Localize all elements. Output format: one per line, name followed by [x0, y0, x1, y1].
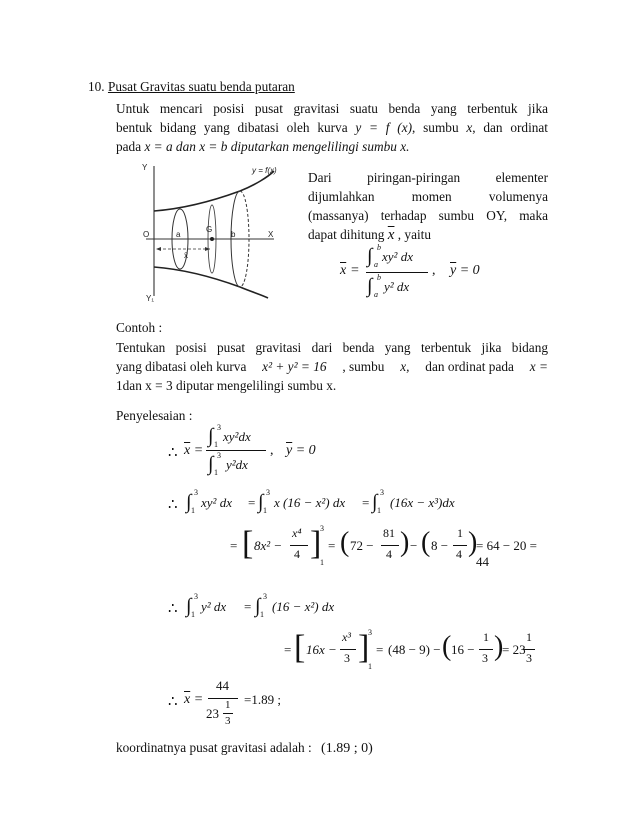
- curve-label: y = f(x): [252, 166, 277, 175]
- xbar-label: x̄: [184, 251, 188, 260]
- integral-lower-limit: 1: [214, 468, 218, 477]
- intro-curve-equation: y = f (x): [355, 120, 413, 135]
- g-label: G: [206, 225, 213, 234]
- fraction-bar: [523, 649, 535, 650]
- integrand: (16x − x³)dx: [390, 495, 455, 510]
- equals: =: [376, 642, 384, 657]
- formula-ybar-eq: $\overline{y} = 0$: [286, 443, 316, 458]
- side-line-2: [308, 187, 548, 206]
- fraction-bar: [340, 649, 356, 650]
- integral-upper-limit: 3: [380, 488, 384, 497]
- fraction-numerator: 1: [457, 526, 463, 540]
- eval-lower-limit: 1: [320, 558, 324, 567]
- side-word: volumenya: [488, 189, 548, 204]
- centroid-formula-general: [340, 243, 550, 304]
- formula-numerator: xy² dx: [382, 249, 413, 264]
- integral-sign: ∫: [367, 245, 373, 267]
- a-label: a: [176, 230, 181, 239]
- intro-line-1: Untuk mencari posisi pusat gravitasi suatu benda yang terbentuk jika: [116, 101, 548, 116]
- x-axis-label: X: [268, 230, 274, 239]
- example-var: x =: [529, 359, 548, 374]
- fraction-numerator: 1: [483, 630, 489, 644]
- side-word: dapat dihitung: [308, 227, 385, 242]
- integral-upper-limit: 3: [266, 488, 270, 497]
- example-text: yang dibatasi oleh kurva: [116, 359, 247, 374]
- origin-label: O: [143, 230, 150, 239]
- equals: =: [248, 495, 256, 510]
- solution-heading: Penyelesaian :: [116, 408, 193, 423]
- equals: =: [328, 538, 336, 553]
- integral-lower-limit: 1: [263, 506, 267, 515]
- fraction-denominator: 4: [456, 547, 462, 561]
- eval-term: 16 −: [451, 642, 475, 657]
- formula-denominator: y² dx: [384, 279, 410, 294]
- y-axis-label: Y: [142, 163, 148, 172]
- equals: =: [362, 495, 370, 510]
- bracket-right: ]: [358, 629, 370, 666]
- fraction-bar: [381, 545, 399, 546]
- integral-upper-limit: 3: [194, 592, 198, 601]
- fraction-numerator: x³: [342, 630, 351, 644]
- fraction-bar: [366, 272, 428, 273]
- integral-lower-limit: 1: [214, 440, 218, 449]
- integral-lower-limit: a: [374, 290, 378, 299]
- example-text: , sumbu: [342, 359, 385, 374]
- integral-upper-limit: 3: [194, 488, 198, 497]
- fraction-denominator: 3: [482, 651, 488, 665]
- intro-text: bentuk bidang yang dibatasi oleh kurva: [116, 120, 348, 135]
- final-value: =1.89 ;: [244, 692, 281, 707]
- solid-of-revolution-figure: [140, 160, 300, 302]
- eval-term: (48 − 9) −: [388, 642, 441, 657]
- integral-sign: ∫: [208, 453, 214, 475]
- paren-left: (: [442, 631, 452, 662]
- intro-line-3: [116, 137, 548, 156]
- integrand: (16 − x²) dx: [272, 599, 335, 614]
- example-line-2: [116, 357, 548, 376]
- section-number: 10.: [88, 79, 105, 94]
- equals: =: [284, 642, 292, 657]
- intro-text: , dan ordinat: [472, 120, 549, 135]
- integral-lower-limit: 1: [191, 610, 195, 619]
- integral-sign: ∫: [372, 491, 378, 513]
- paren-left: (: [421, 527, 431, 558]
- denominator-integral-line: [168, 592, 548, 622]
- side-line-1: [308, 168, 548, 187]
- therefore-symbol: ∴: [168, 445, 178, 461]
- fraction-bar: [223, 713, 233, 714]
- final-denominator-whole: 23: [206, 706, 219, 721]
- equals: =: [244, 599, 252, 614]
- example-line-1: Tentukan posisi pusat gravitasi dari benda yang terbentuk jika bidang: [116, 340, 548, 355]
- integral-sign: ∫: [208, 425, 214, 447]
- integral-upper-limit: 3: [217, 451, 221, 460]
- example-var: x,: [400, 359, 410, 374]
- formula-xbar: $\overline{x}$: [340, 263, 347, 278]
- integrand: xy² dx: [201, 495, 232, 510]
- integral-lower-limit: 1: [260, 610, 264, 619]
- paren-right: ): [400, 527, 410, 558]
- final-centroid-line: [168, 678, 368, 734]
- therefore-symbol: ∴: [168, 601, 178, 617]
- intro-text: pada: [116, 139, 142, 154]
- conclusion-text: koordinatnya pusat gravitasi adalah :: [116, 740, 312, 755]
- paren-left: (: [340, 527, 350, 558]
- centroid-coordinates: (1.89 ; 0): [321, 741, 373, 756]
- integral-upper-limit: 3: [263, 592, 267, 601]
- eval-lower-limit: 1: [368, 662, 372, 671]
- fraction-denominator: 3: [344, 651, 350, 665]
- formula-numerator: xy²dx: [223, 429, 251, 444]
- side-line-4: [308, 225, 431, 245]
- fraction-denominator: 4: [294, 547, 300, 561]
- final-numerator: 44: [216, 678, 229, 693]
- integral-lower-limit: 1: [377, 506, 381, 515]
- side-line-3: (massanya) terhadap sumbu OY, maka: [308, 208, 548, 223]
- fraction-numerator: 1: [526, 630, 532, 644]
- formula-denominator: y²dx: [226, 457, 248, 472]
- fraction-bar: [479, 649, 493, 650]
- eval-upper-limit: 3: [368, 628, 372, 637]
- integral-upper-limit: b: [377, 273, 381, 282]
- fraction-bar: [453, 545, 467, 546]
- eval-upper-limit: 3: [320, 524, 324, 533]
- centroid-point: [210, 237, 214, 241]
- fraction-bar: [208, 698, 238, 699]
- integral-lower-limit: a: [374, 260, 378, 269]
- intro-line-2: [116, 118, 548, 137]
- formula-comma: ,: [270, 443, 274, 458]
- integral-upper-limit: b: [377, 243, 381, 252]
- side-word: piringan-piringan: [367, 170, 461, 185]
- integral-lower-limit: 1: [191, 506, 195, 515]
- minus: −: [410, 538, 418, 553]
- side-word: dijumlahkan: [308, 189, 375, 204]
- solution-centroid-formula: [168, 423, 388, 482]
- b-label: b: [231, 230, 236, 239]
- therefore-symbol: ∴: [168, 497, 178, 513]
- fraction-numerator: x⁴: [292, 526, 302, 540]
- section-heading: [88, 77, 295, 96]
- fraction-numerator: 1: [225, 699, 231, 711]
- intro-text: , sumbu: [412, 120, 459, 135]
- conclusion-line: [116, 738, 373, 758]
- fraction-denominator: 4: [386, 547, 392, 561]
- example-line-3: 1dan x = 3 diputar mengelilingi sumbu x.: [116, 378, 337, 393]
- bracket-term: 8x² −: [254, 538, 283, 553]
- side-word: Dari: [308, 170, 332, 185]
- fraction-denominator: 3: [526, 651, 532, 665]
- eval-term: 8 −: [431, 538, 449, 553]
- equals: =: [230, 538, 238, 553]
- formula-ybar-eq: $\overline{y} = 0$: [450, 263, 480, 278]
- therefore-symbol: ∴: [168, 694, 178, 710]
- formula-xbar: $\overline{x}$ =: [184, 443, 204, 458]
- section-title: Pusat Gravitas suatu benda putaran: [107, 79, 295, 94]
- integral-sign: ∫: [186, 491, 192, 513]
- integral-sign: ∫: [258, 491, 264, 513]
- paren-right: ): [494, 631, 504, 662]
- paren-right: ): [468, 527, 478, 558]
- bracket-right: ]: [310, 525, 322, 562]
- side-word: elementer: [495, 170, 548, 185]
- numerator-evaluation-line: [230, 524, 550, 572]
- formula-comma: ,: [432, 263, 436, 278]
- intro-var-x: x: [466, 120, 473, 135]
- fraction-bar: [206, 450, 266, 451]
- integral-sign: ∫: [367, 275, 373, 297]
- numerator-result: = 64 − 20 = 44: [476, 538, 537, 569]
- eval-term: 72 −: [350, 538, 374, 553]
- side-word: momen: [411, 189, 452, 204]
- fraction-numerator: 81: [383, 526, 395, 540]
- denominator-result: = 23: [502, 642, 526, 657]
- numerator-integral-line: [168, 488, 548, 518]
- y1-axis-label: Y₁: [146, 294, 155, 302]
- integrand: x (16 − x²) dx: [274, 495, 346, 510]
- bracket-left: [: [242, 525, 254, 562]
- formula-equals: =: [351, 263, 359, 278]
- bracket-left: [: [294, 629, 306, 666]
- intro-bounds-equation: x = a dan x = b diputarkan mengelilingi sumbu x.: [144, 139, 410, 154]
- integral-sign: ∫: [186, 595, 192, 617]
- example-heading: Contoh :: [116, 320, 163, 335]
- side-word: , yaitu: [397, 227, 432, 242]
- integral-sign: ∫: [255, 595, 261, 617]
- example-text: dan ordinat pada: [425, 359, 514, 374]
- denominator-evaluation-line: [284, 628, 532, 676]
- bracket-term: 16x −: [306, 642, 337, 657]
- formula-xbar: $\overline{x}$ =: [184, 692, 204, 707]
- fraction-denominator: 3: [225, 715, 231, 727]
- fraction-bar: [290, 545, 308, 546]
- example-circle-equation: x² + y² = 16: [262, 359, 327, 374]
- integral-upper-limit: 3: [217, 423, 221, 432]
- integrand: y² dx: [201, 599, 227, 614]
- xbar-symbol: $\overline{x}$: [387, 227, 395, 243]
